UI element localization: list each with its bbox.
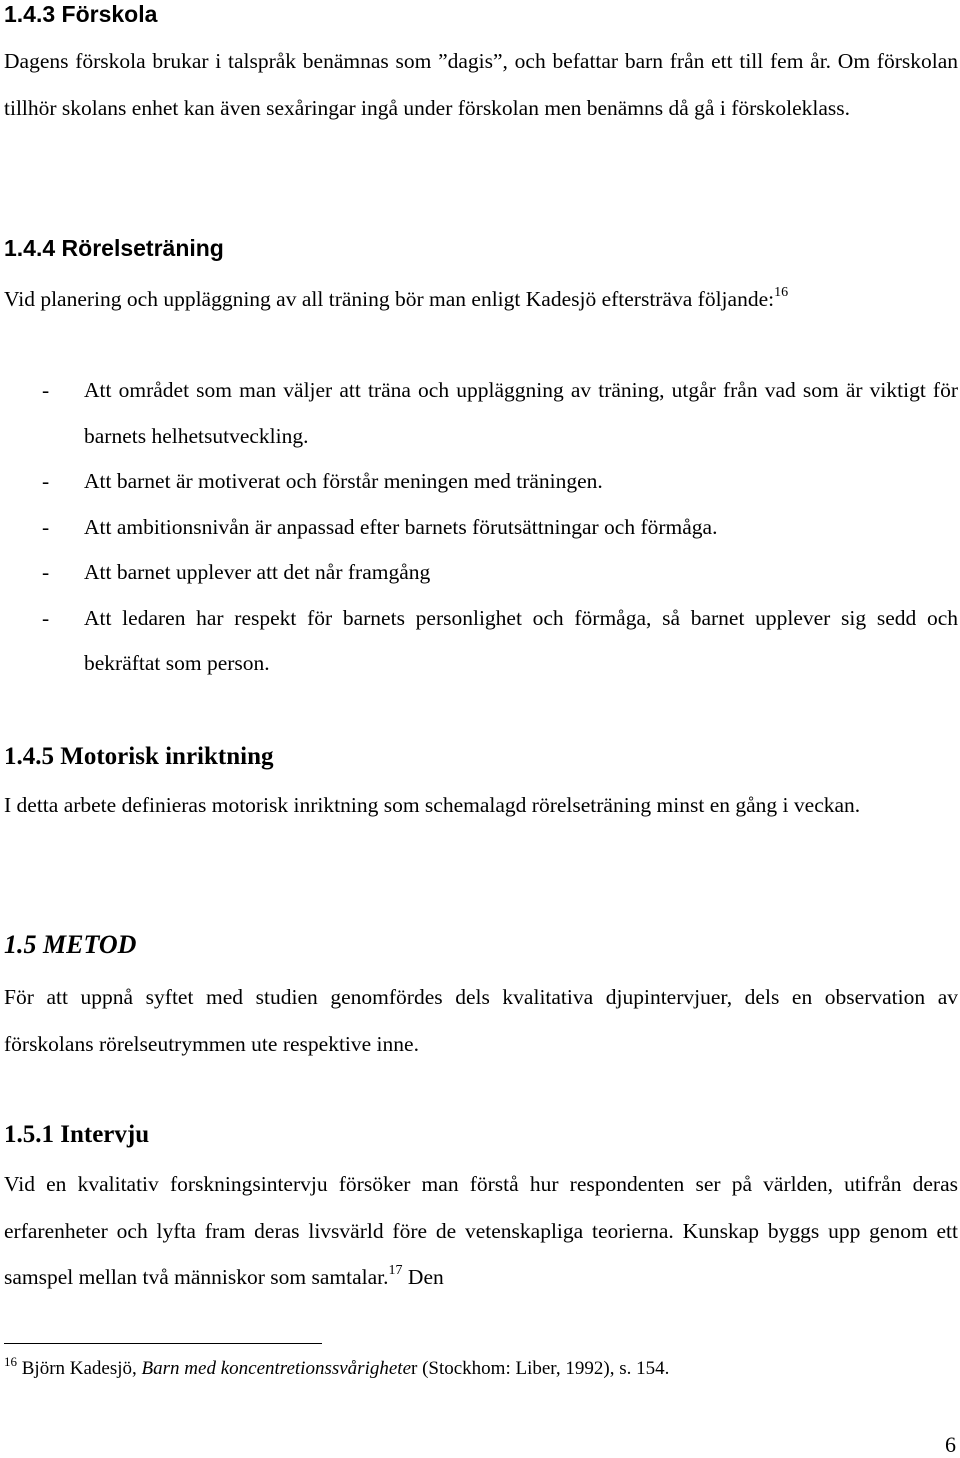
list-item xyxy=(42,368,958,459)
paragraph-forskola: Dagens förskola brukar i talspråk benämnas som ”dagis”, och befattar barn från ett till fem år. Om förskolan tillhör skolans enhet kan även sexåringar ingå under förskolan men benämns då gå i förskoleklass. xyxy=(4,49,958,120)
training-criteria-list xyxy=(42,368,958,687)
paragraph-metod: För att uppnå syftet med studien genomfördes dels kvalitativa djupintervjuer, dels en observation av förskolans rörelseutrymmen ute respektive inne. xyxy=(4,985,958,1056)
footnote-separator xyxy=(4,1343,322,1344)
heading-1-5: 1.5 METOD xyxy=(4,930,137,959)
list-item xyxy=(42,459,958,505)
footnote-title: Barn med koncentretionssvårighete xyxy=(141,1358,411,1379)
paragraph-intervju xyxy=(4,1161,958,1301)
footnote-16 xyxy=(4,1356,669,1382)
footnote-author: Björn Kadesjö, xyxy=(21,1358,137,1379)
paragraph-rorelsetraning-intro xyxy=(4,276,958,323)
intervju-text: Vid en kvalitativ forskningsintervju försöker man förstå hur respondenten ser på världen, utifrån deras erfarenheter och lyfta fram deras livsvärld före de vetenskapliga teorierna. Kunskap byggs upp genom ett samspel mellan två människor som samtalar. xyxy=(4,1172,958,1289)
bullet-dash: - xyxy=(42,469,50,493)
intro-text: Vid planering och uppläggning av all träning bör man enligt Kadesjö eftersträva följande: xyxy=(4,287,775,311)
paragraph-motorisk-inriktning: I detta arbete definieras motorisk inriktning som schemalagd rörelseträning minst en gång i veckan. xyxy=(4,793,861,817)
list-item xyxy=(42,596,958,687)
list-item-text: Att ambitionsnivån är anpassad efter barnets förutsättningar och förmåga. xyxy=(84,514,718,539)
bullet-dash: - xyxy=(42,560,50,584)
list-item-text: Att området som man väljer att träna och uppläggning av träning, utgår från vad som är viktigt för barnets helhetsutveckling. xyxy=(84,378,958,448)
footnote-ref-16: 16 xyxy=(774,285,789,300)
intervju-continuation: Den xyxy=(407,1265,444,1289)
heading-1-4-3: 1.4.3 Förskola xyxy=(4,1,158,27)
list-item xyxy=(42,505,958,551)
list-item-text: Att barnet upplever att det når framgång xyxy=(84,560,431,584)
list-item xyxy=(42,550,958,596)
bullet-dash: - xyxy=(42,605,50,630)
footnote-number: 16 xyxy=(4,1354,17,1369)
footnote-ref-17: 17 xyxy=(388,1263,403,1278)
page-number: 6 xyxy=(945,1432,956,1457)
list-item-text: Att ledaren har respekt för barnets personlighet och förmåga, så barnet upplever sig sedd och bekräftat som person. xyxy=(84,605,958,675)
heading-1-4-5: 1.4.5 Motorisk inriktning xyxy=(4,743,274,770)
heading-1-5-1: 1.5.1 Intervju xyxy=(4,1121,150,1148)
heading-1-4-4: 1.4.4 Rörelseträning xyxy=(4,235,224,261)
footnote-details: r (Stockhom: Liber, 1992), s. 154. xyxy=(411,1358,670,1379)
list-item-text: Att barnet är motiverat och förstår meningen med träningen. xyxy=(84,469,603,493)
bullet-dash: - xyxy=(42,514,50,539)
bullet-dash: - xyxy=(42,378,50,402)
